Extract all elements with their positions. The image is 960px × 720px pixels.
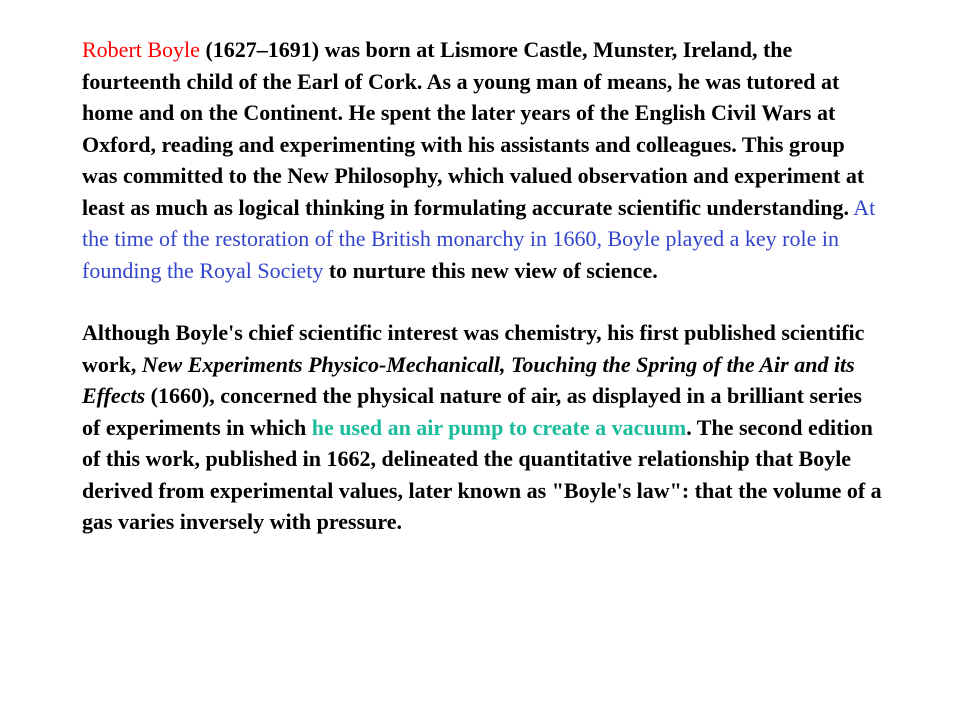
experiments-text-start: Although Boyle's chief scientific interest was chemistry, his first published scientific work, (82, 320, 865, 377)
paragraph-boyle-biography (82, 34, 882, 286)
experiments-text-end: . The second edition of this work, published in 1662, delineated the quantitative relationship that Boyle derived from experimental values, later known as "Boyle's law": that the volume of a gas varies inversely with pressure. (82, 414, 882, 534)
royal-society-link[interactable]: At the time of the restoration of the British monarchy in 1660, Boyle played a key role in founding the Royal Society (82, 194, 876, 283)
experiments-text-middle: (1660), concerned the physical nature of air, as displayed in a brilliant series of experiments in which (82, 383, 862, 440)
biography-text: (1627–1691) was born at Lismore Castle, Munster, Ireland, the fourteenth child of the Earl of Cork. As a young man of means, he was tutored at home and on the Continent. He spent the later years of the English Civil Wars at Oxford, reading and experimenting with his assistants and colleagues. This group was committed to the New Philosophy, which valued observation and experiment at least as much as logical thinking in formulating accurate scientific understanding. (82, 37, 865, 220)
air-pump-link[interactable]: he used an air pump to create a vacuum (311, 414, 687, 440)
biography-text-end: to nurture this new view of science. (323, 257, 658, 283)
book-title: New Experiments Physico-Mechanicall, Touching the Spring of the Air and its Effects (82, 351, 855, 408)
slide-content (82, 34, 882, 538)
robert-boyle-link[interactable]: Robert Boyle (82, 37, 200, 62)
paragraph-spacer (82, 286, 882, 317)
paragraph-air-experiments (82, 317, 882, 538)
